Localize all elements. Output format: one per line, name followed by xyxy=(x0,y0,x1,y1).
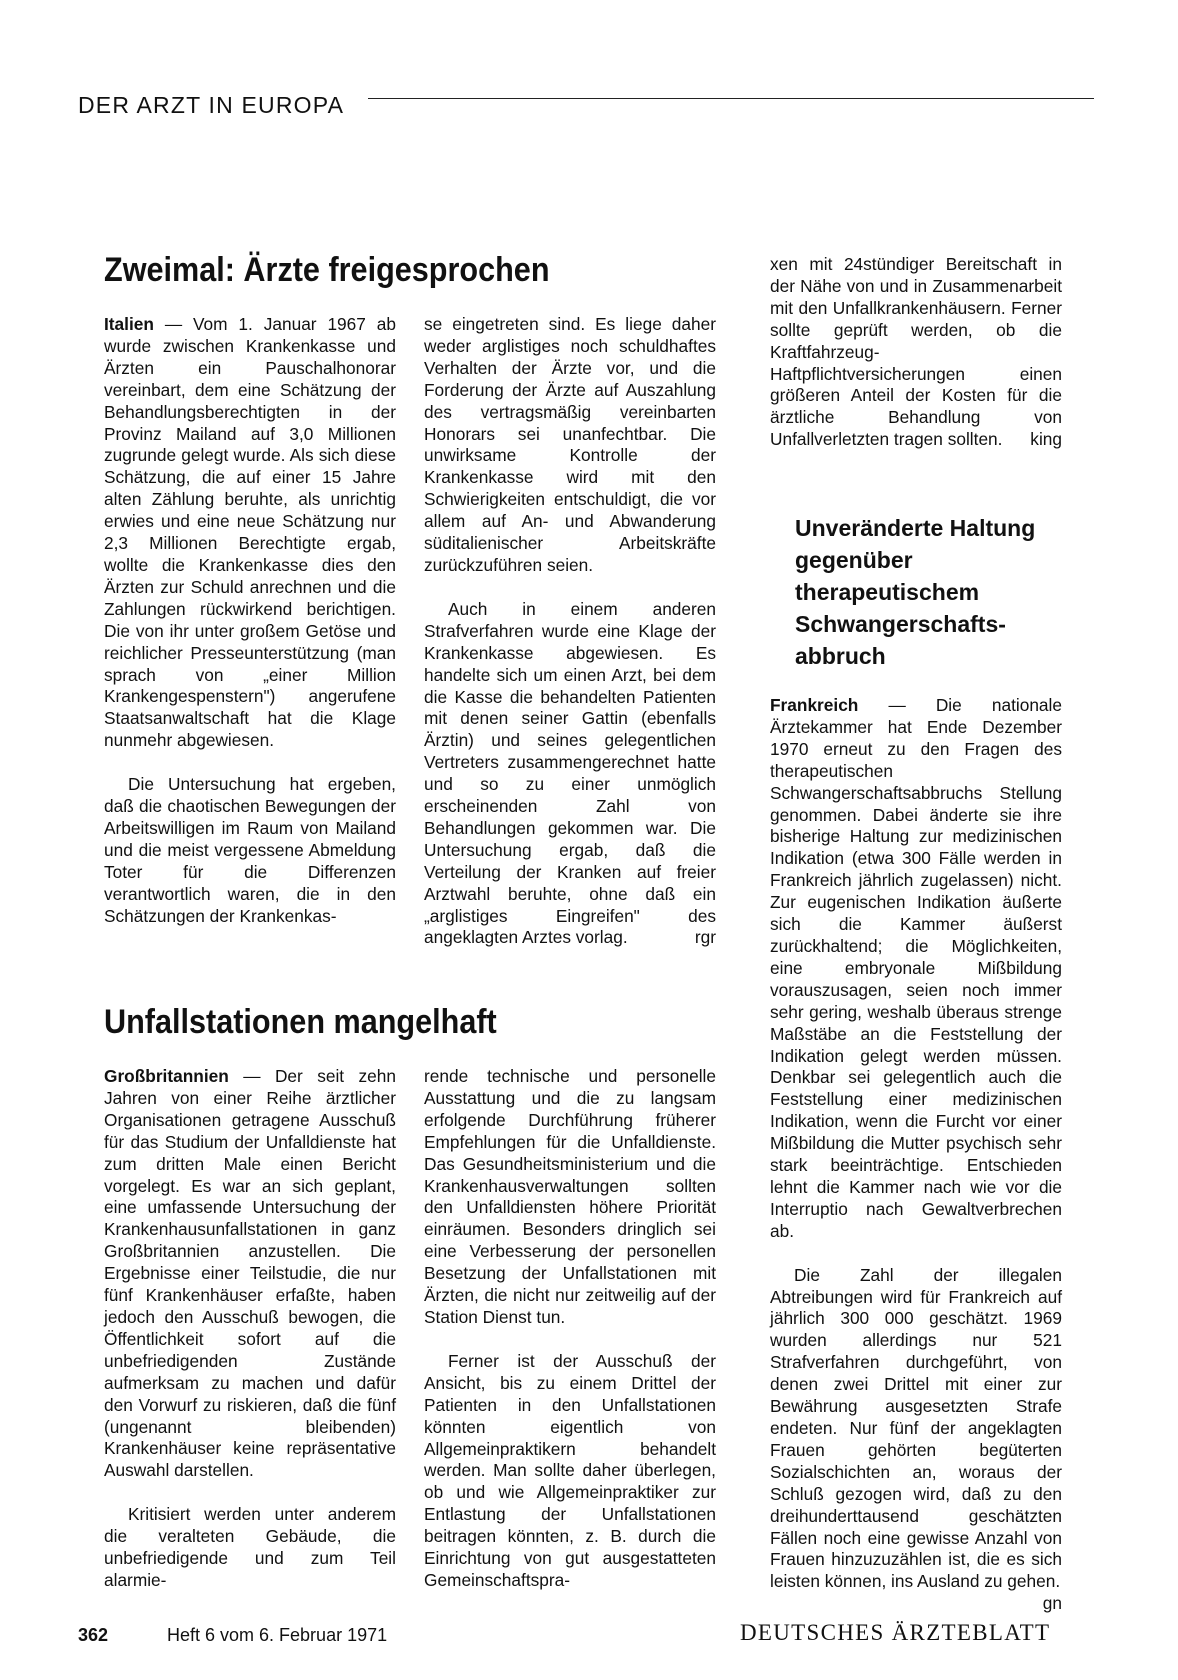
article-title-grossbritannien: Unfallstationen mangelhaft xyxy=(104,1003,497,1041)
paragraph: Die Zahl der illegalen Abtreibungen wird für Frankreich auf jährlich 300 000 geschätzt. 1969 wurden allerdings nur 521 Strafverfahren durchgeführt, von denen zwei Drittel mit einer zur Bewährung ausgesetzten Strafe endeten. Nur fünf der angeklagten Frauen gehörten begüterten Sozialschichten an, woraus der Schluß gezogen wird, daß zu den dreihunderttausend geschätzten Fällen noch eine gewisse Anzahl von Frauen hinzuzuzählen ist, die es sich leisten können, ins Ausland zu gehen. xyxy=(770,1264,1062,1592)
article-italien-column-1 xyxy=(104,314,396,927)
author-signature: rgr xyxy=(694,927,716,948)
paragraph: rende technische und personelle Ausstattung und die zu langsam erfolgende Durchführung früherer Empfehlungen für die Unfalldienste. Das Gesundheitsministerium und die Krankenhausverwaltungen sollten den Unfalldiensten höhere Priorität einräumen. Besonders dringlich sei eine Verbesserung der personellen Besetzung der Unfallstationen mit Ärzten, die nicht nur zeitweilig auf der Station Dienst tun. xyxy=(424,1066,716,1327)
paragraph: xen mit 24stündiger Bereitschaft in der Nähe von und in Zusammenarbeit mit den Unfallkrankenhäusern. Ferner sollte geprüft werden, ob die Kraftfahrzeug-Haftpflichtversicherungen einen größeren Anteil der Kosten für die ärztliche Behandlung von Unfallverletzten tragen sollten. xyxy=(770,254,1062,450)
header-rule xyxy=(368,98,1094,99)
article-grossbritannien-column-3 xyxy=(770,254,1062,451)
title-line: therapeutischem xyxy=(795,579,980,605)
title-line: abbruch xyxy=(795,643,886,669)
paragraph: — Vom 1. Januar 1967 ab wurde zwischen Krankenkasse und Ärzten ein Pauschalhonorar vereinbart, dem eine Schätzung der Behandlungsberechtigten in der Provinz Mailand auf 3,0 Millionen zugrunde gelegt wurde. Als sich diese Schätzung, die auf einer 15 Jahre alten Zählung beruhte, als unrichtig erwies und eine neue Schätzung nur 2,3 Millionen Berechtigte ergab, wollte die Krankenkasse dies den Ärzten zur Schuld anrechnen und die Zahlungen rückwirkend berichtigen. Die von ihr unter großem Getöse und reichlicher Presseunterstützung (man sprach von „einer Million Krankengespenstern") angerufene Staatsanwaltschaft hat die Klage nunmehr abgewiesen. xyxy=(104,314,396,751)
article-frankreich-column xyxy=(770,695,1062,1615)
section-rubric: DER ARZT IN EUROPA xyxy=(78,92,345,118)
title-line: Unveränderte Haltung xyxy=(795,515,1036,541)
title-line: Schwangerschafts- xyxy=(795,611,1006,637)
paragraph: Ferner ist der Ausschuß der Ansicht, bis zu einem Drittel der Patienten in den Unfallstationen könnten eigentlich von Allgemeinpraktikern behandelt werden. Man sollte daher überlegen, ob und wie Allgemeinpraktiker zur Entlastung der Unfallstationen beitragen könnten, z. B. durch die Einrichtung von gut ausgestatteten Gemeinschaftspra- xyxy=(424,1350,716,1590)
issue-info: Heft 6 vom 6. Februar 1971 xyxy=(167,1625,388,1645)
article-italien-column-2 xyxy=(424,314,716,949)
page-number: 362 xyxy=(78,1625,109,1645)
lead-country: Frankreich xyxy=(770,695,859,715)
article-grossbritannien-column-1 xyxy=(104,1066,396,1592)
paragraph: Auch in einem anderen Strafverfahren wurde eine Klage der Krankenkasse abgewiesen. Es handelte sich um einen Arzt, bei dem die Kasse die behandelten Patienten mit denen seiner Gattin (ebenfalls Ärztin) und seines gelegentlichen Vertreters zusammengerechnet hatte und so zu einer unmöglich erscheinenden Zahl von Behandlungen gekommen war. Die Untersuchung ergab, daß die Verteilung der Kranken auf freier Arztwahl beruhte, ohne daß ein „arglistiges Eingreifen" des angeklagten Arztes vorlag. xyxy=(424,598,716,948)
author-signature: gn xyxy=(1042,1593,1062,1614)
journal-masthead: DEUTSCHES ÄRZTEBLATT xyxy=(740,1620,1051,1645)
paragraph: se eingetreten sind. Es liege daher weder arglistiges noch schuldhaftes Verhalten der Ärzte vor, und die Forderung der Ärzte auf Auszahlung des vertragsmäßig vereinbarten Honorars sei unanfechtbar. Die unwirksame Kontrolle der Krankenkasse wird mit den Schwierigkeiten entschuldigt, die vor allem auf An- und Abwanderung süditalienischer Arbeitskräfte zurückzuführen seien. xyxy=(424,314,716,575)
lead-country: Großbritannien xyxy=(104,1066,229,1086)
paragraph: Kritisiert werden unter anderem die veralteten Gebäude, die unbefriedigende und zum Teil alarmie- xyxy=(104,1504,396,1590)
author-signature: king xyxy=(1030,429,1062,450)
article-grossbritannien-column-2 xyxy=(424,1066,716,1592)
lead-country: Italien xyxy=(104,314,154,334)
paragraph: — Die nationale Ärztekammer hat Ende Dezember 1970 erneut zu den Fragen des therapeutischen Schwangerschaftsabbruchs Stellung genommen. Dabei änderte sie ihre bisherige Haltung zur medizinischen Indikation (etwa 300 Fälle werden in Frankreich jährlich zugelassen) nicht. Zur eugenischen Indikation äußerte sich die Kammer äußerst zurückhaltend; die Möglichkeiten, eine embryonale Mißbildung vorauszusagen, seien noch immer sehr gering, weshalb überaus strenge Maßstäbe an die Feststellung der Indikation gelegt werden müssen. Denkbar sei gelegentlich auch die Feststellung einer medizinischen Indikation, wenn die Furcht vor einer Mißbildung die Mutter psychisch sehr stark beeinträchtige. Entschieden lehnt die Kammer nach wie vor die Interruptio nach Gewaltverbrechen ab. xyxy=(770,695,1062,1241)
paragraph: Die Untersuchung hat ergeben, daß die chaotischen Bewegungen der Arbeitswilligen im Raum von Mailand und die meist vergessene Abmeldung Toter für die Differenzen verantwortlich waren, die in den Schätzungen der Krankenkas- xyxy=(104,774,396,926)
article-title-italien: Zweimal: Ärzte freigesprochen xyxy=(104,251,550,289)
paragraph: — Der seit zehn Jahren von einer Reihe ärztlicher Organisationen getragene Ausschuß für das Studium der Unfalldienste hat zum dritten Male einen Bericht vorgelegt. Es war an sich geplant, eine umfassende Untersuchung der Krankenhausunfallstationen in ganz Großbritannien anzustellen. Die Ergebnisse einer Teilstudie, die nur fünf Krankenhäuser erfaßte, haben jedoch den Ausschuß bewogen, die Öffentlichkeit sofort auf die unbefriedigenden Zustände aufmerksam zu machen und dafür den Vorwurf zu riskieren, daß die fünf (ungenannt bleibenden) Krankenhäuser keine repräsentative Auswahl darstellen. xyxy=(104,1066,396,1481)
article-title-frankreich xyxy=(795,512,1035,672)
title-line: gegenüber xyxy=(795,547,913,573)
